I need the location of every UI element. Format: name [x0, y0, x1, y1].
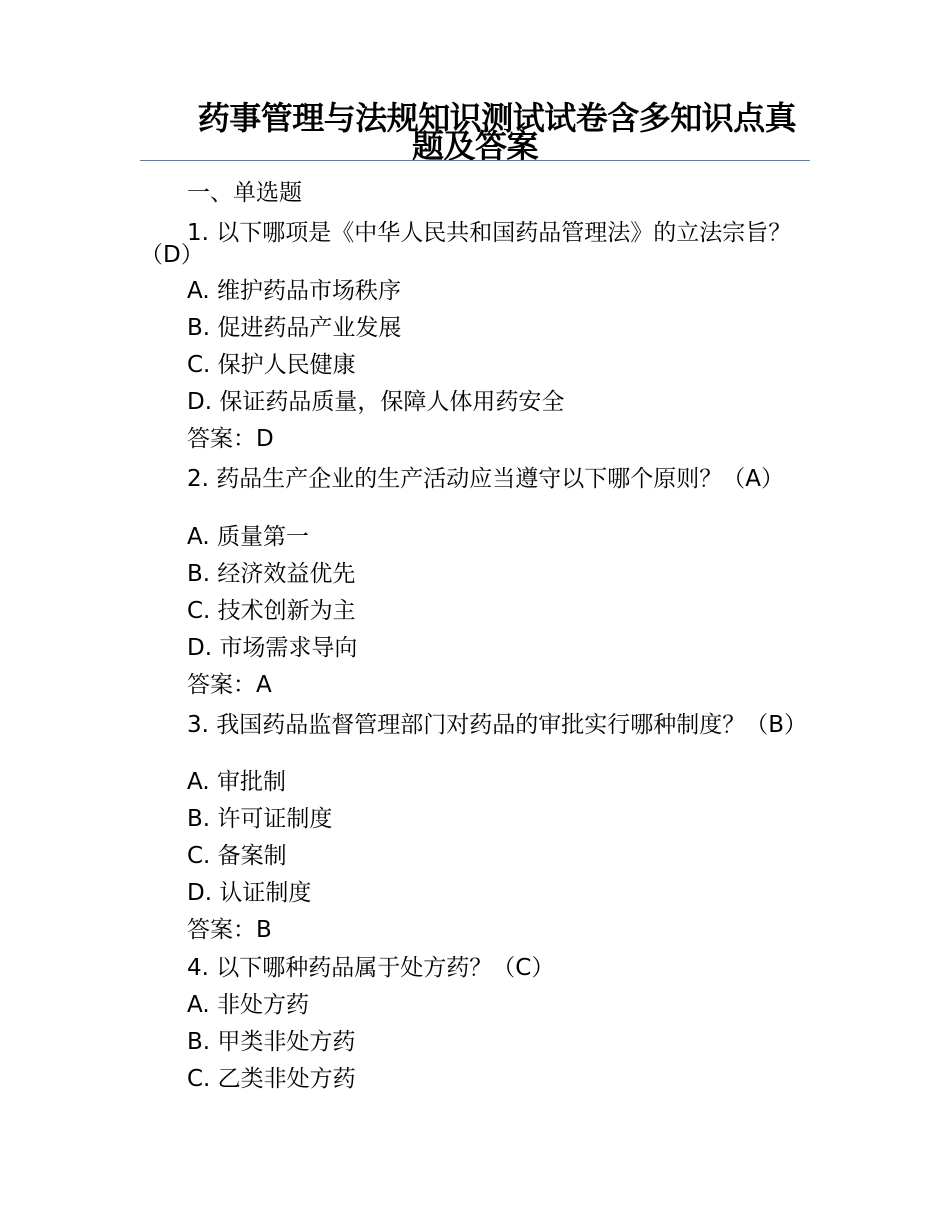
answer-option: D. 认证制度: [187, 880, 312, 906]
answer-option: B. 许可证制度: [187, 806, 333, 832]
question-stem: 3. 我国药品监督管理部门对药品的审批实行哪种制度？（B）: [187, 712, 808, 738]
answer-option: B. 促进药品产业发展: [187, 315, 402, 341]
answer-option: D. 市场需求导向: [187, 635, 358, 661]
answer-option: B. 甲类非处方药: [187, 1029, 356, 1055]
answer-key: 答案：D: [187, 426, 274, 452]
question-stem: 1. 以下哪项是《中华人民共和国药品管理法》的立法宗旨？（D）: [140, 220, 792, 268]
answer-option: A. 质量第一: [187, 524, 309, 550]
answer-option: C. 保护人民健康: [187, 352, 356, 378]
title-underline: [140, 160, 810, 161]
answer-option: B. 经济效益优先: [187, 561, 356, 587]
answer-option: D. 保证药品质量，保障人体用药安全: [187, 389, 565, 415]
question-stem: 2. 药品生产企业的生产活动应当遵守以下哪个原则？（A）: [187, 466, 784, 492]
answer-option: C. 备案制: [187, 843, 287, 869]
page-title: 药事管理与法规知识测试试卷含多知识点真题及答案: [197, 99, 797, 165]
answer-option: C. 乙类非处方药: [187, 1066, 356, 1092]
answer-option: A. 非处方药: [187, 992, 309, 1018]
answer-option: A. 审批制: [187, 769, 286, 795]
question-stem: 4. 以下哪种药品属于处方药？（C）: [187, 955, 555, 981]
answer-option: A. 维护药品市场秩序: [187, 278, 401, 304]
answer-key: 答案：B: [187, 917, 272, 943]
section-heading: 一、单选题: [187, 180, 302, 206]
answer-key: 答案：A: [187, 672, 272, 698]
answer-option: C. 技术创新为主: [187, 598, 356, 624]
